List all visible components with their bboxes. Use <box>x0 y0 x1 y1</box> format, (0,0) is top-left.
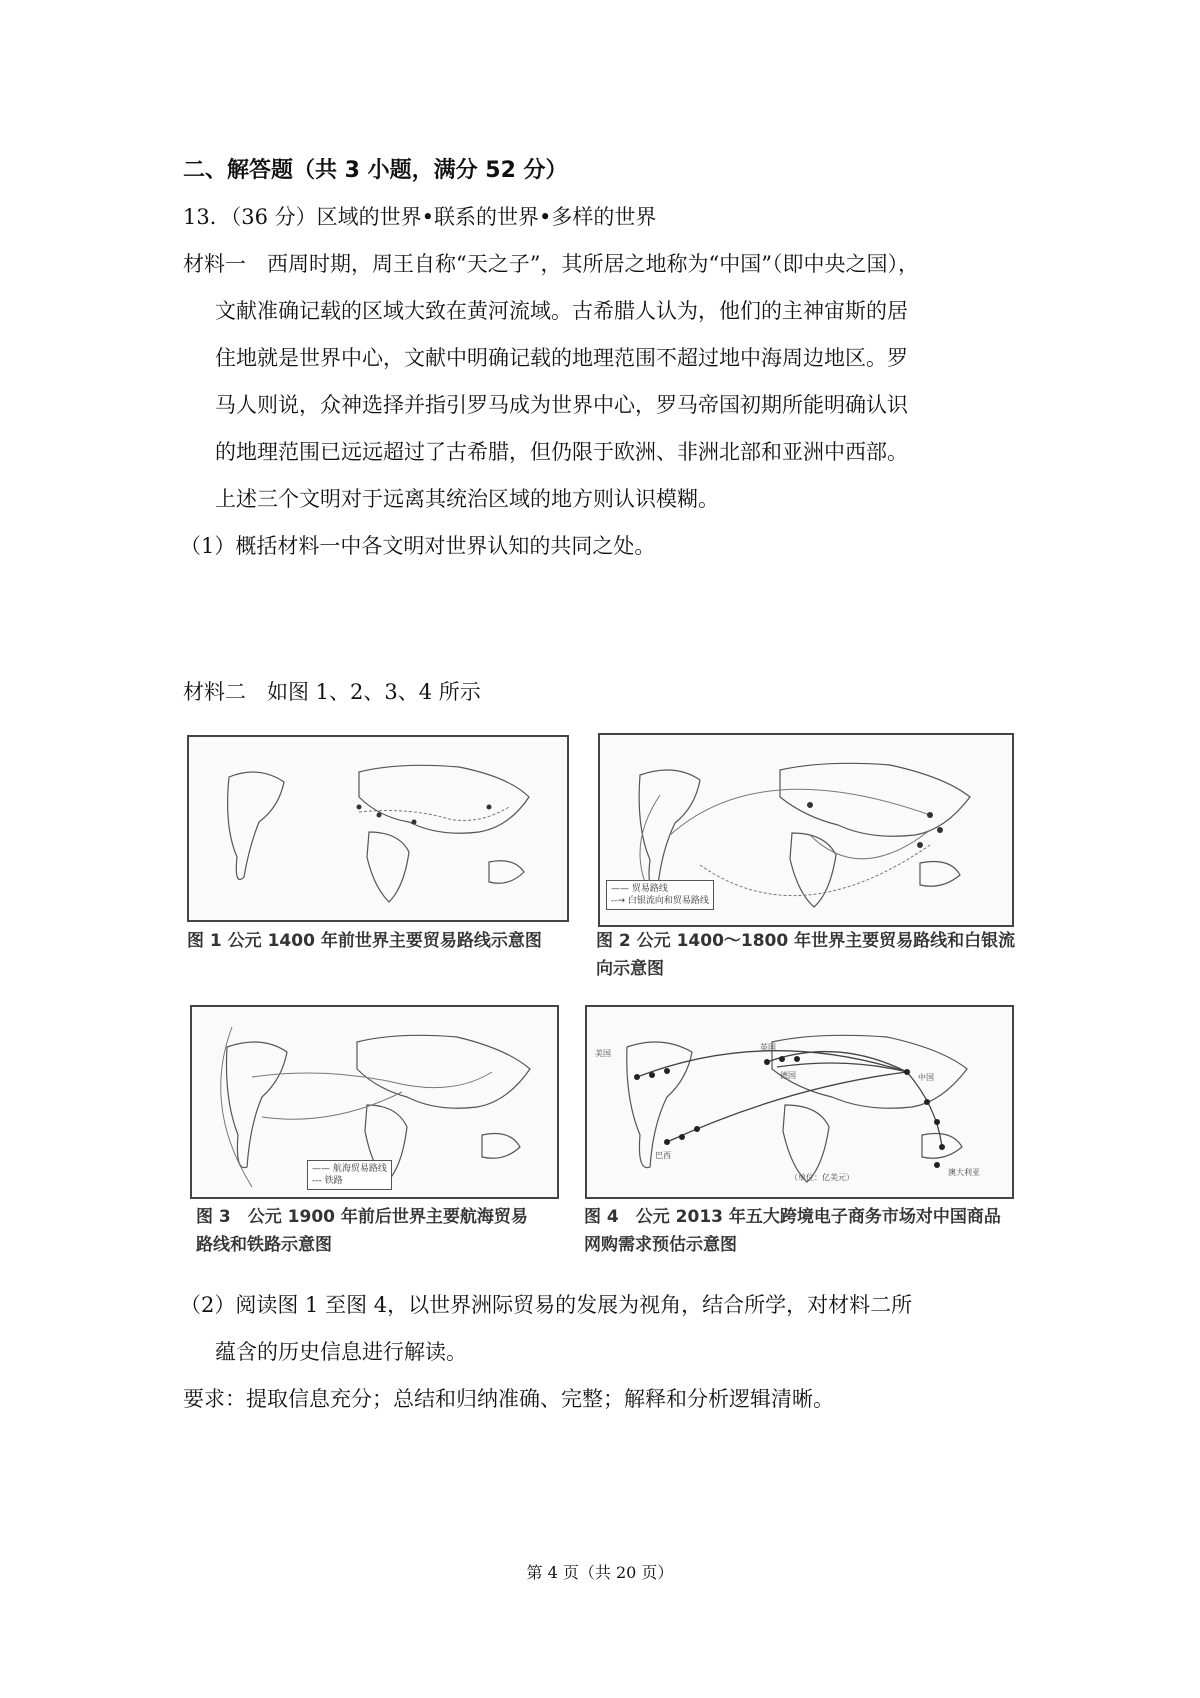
map-caption-3: 图 3 公元 1900 年前后世界主要航海贸易 <box>196 1207 528 1227</box>
map-caption-4: 图 4 公元 2013 年五大跨境电子商务市场对中国商品 <box>584 1207 1001 1227</box>
material1-line: 文献准确记载的区域大致在黄河流域。古希腊人认为，他们的主神宙斯的居 <box>215 299 908 323</box>
map-caption-1: 图 1 公元 1400 年前世界主要贸易路线示意图 <box>187 931 542 951</box>
sub-question-2: （2）阅读图 1 至图 4，以世界洲际贸易的发展为视角，结合所学，对材料二所 <box>180 1293 913 1317</box>
map-caption-2: 图 2 公元 1400～1800 年世界主要贸易路线和白银流 <box>596 931 1016 951</box>
legend-item: —— 航海贸易路线 <box>312 1164 387 1174</box>
sub-question-1: （1）概括材料一中各文明对世界认知的共同之处。 <box>180 534 656 558</box>
map4-label-germany: 德国 <box>780 1071 796 1080</box>
map4-label-uk: 英国 <box>760 1043 776 1052</box>
sub-question-2-cont: 蕴含的历史信息进行解读。 <box>215 1340 467 1364</box>
map4-label-usa: 美国 <box>595 1049 611 1058</box>
material1-line: 的地理范围已远远超过了古希腊，但仍限于欧洲、非洲北部和亚洲中西部。 <box>215 440 908 464</box>
material1-line: 材料一 西周时期，周王自称“天之子”，其所居之地称为“中国”（即中央之国）， <box>183 252 919 276</box>
map-caption-3-cont: 路线和铁路示意图 <box>196 1235 332 1255</box>
map4-label-china: 中国 <box>918 1073 934 1082</box>
map-figure-1 <box>187 735 569 922</box>
map-legend-2 <box>606 880 714 910</box>
material2-title: 材料二 如图 1、2、3、4 所示 <box>183 680 481 704</box>
section-title: 二、解答题（共 3 小题，满分 52 分） <box>183 158 568 183</box>
material1-line: 上述三个文明对于远离其统治区域的地方则认识模糊。 <box>215 487 719 511</box>
map4-label-brazil: 巴西 <box>655 1151 671 1160</box>
page-footer: 第 4 页（共 20 页） <box>526 1563 674 1582</box>
map-caption-4-cont: 网购需求预估示意图 <box>584 1235 737 1255</box>
answer-requirement: 要求：提取信息充分；总结和归纳准确、完整；解释和分析逻辑清晰。 <box>183 1387 834 1411</box>
map4-unit-note: （单位：亿美元） <box>790 1173 854 1182</box>
question-13-title: 13．（36 分）区域的世界•联系的世界•多样的世界 <box>183 205 657 229</box>
map4-label-australia: 澳大利亚 <box>948 1168 980 1177</box>
material1-line: 马人则说，众神选择并指引罗马成为世界中心，罗马帝国初期所能明确认识 <box>215 393 908 417</box>
map-legend-3 <box>307 1160 392 1190</box>
map-caption-2-cont: 向示意图 <box>596 959 664 979</box>
legend-item: —— 贸易路线 <box>611 884 668 894</box>
legend-item: --→ 白银流向和贸易路线 <box>611 896 709 906</box>
material1-line: 住地就是世界中心，文献中明确记载的地理范围不超过地中海周边地区。罗 <box>215 346 908 370</box>
legend-item: --- 铁路 <box>312 1176 343 1186</box>
